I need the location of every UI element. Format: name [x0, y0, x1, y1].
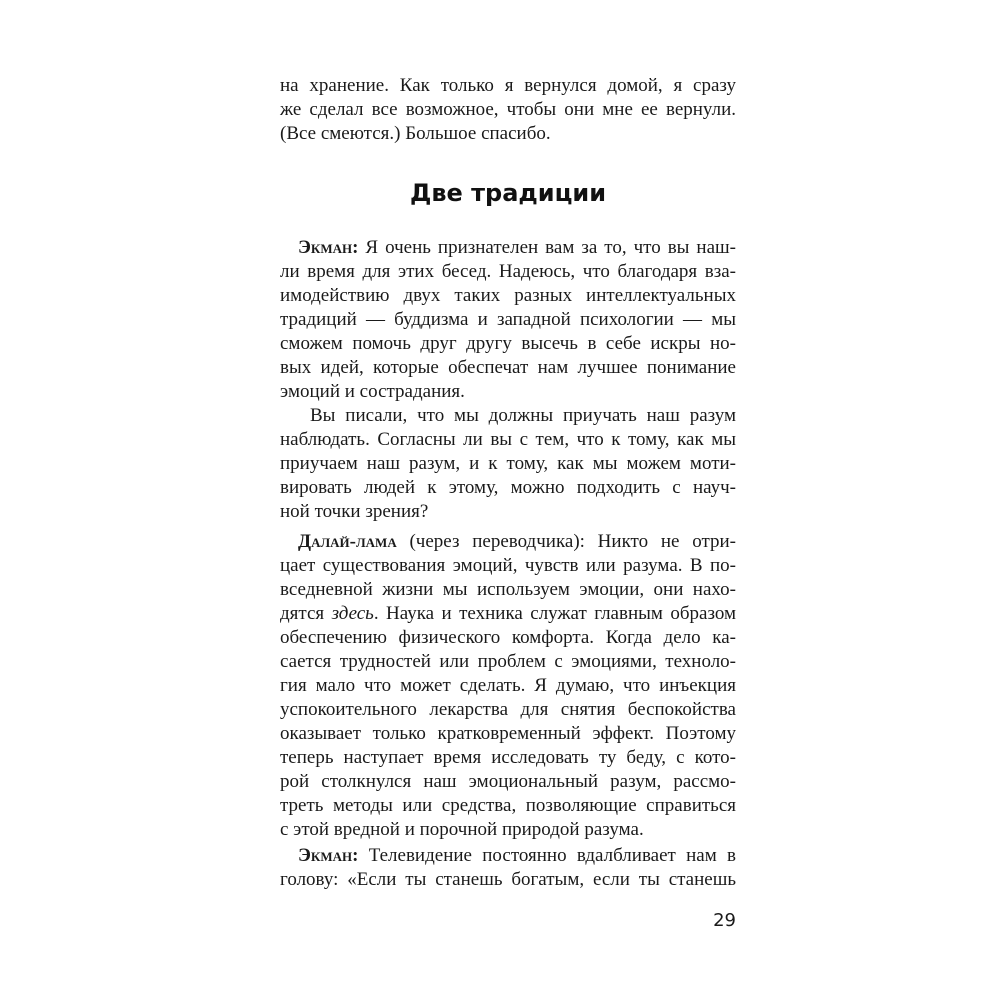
text-line: Вы писали, что мы должны приучать наш разум — [310, 405, 736, 426]
text-line — [280, 236, 736, 260]
text-line: ли время для этих бесед. Надеюсь, что благодаря вза- — [280, 261, 736, 282]
text-line: сается трудностей или проблем с эмоциями, техноло- — [280, 651, 736, 672]
line-text: Я очень признателен вам за то, что вы наш- — [365, 237, 736, 258]
text-line — [280, 602, 736, 626]
text-line: рой столкнулся наш эмоциональный разум, рассмо- — [280, 771, 736, 792]
text-line — [280, 844, 736, 868]
text-line: приучаем наш разум, и к тому, как мы можем моти- — [280, 453, 736, 474]
text-line: традиций — буддизма и западной психологии — мы — [280, 309, 736, 330]
text-line: треть методы или средства, позволяющие справиться — [280, 795, 736, 816]
text-line: цает существования эмоций, чувств или разума. В по- — [280, 555, 736, 576]
paragraph-ekman-1 — [280, 236, 736, 404]
intro-paragraph — [280, 74, 736, 146]
text-line: ной точки зрения? — [280, 501, 429, 522]
emphasis-word: здесь — [331, 603, 374, 624]
text-line: вседневной жизни мы используем эмоции, они нахо- — [280, 579, 736, 600]
line-text: . Наука и техника служат главным образом — [373, 603, 737, 624]
text-line: гия мало что может сделать. Я думаю, что инъекция — [280, 675, 736, 696]
speaker-name: Экман: — [298, 237, 359, 258]
paragraph-dalai-lama — [280, 530, 736, 842]
text-line: эмоций и сострадания. — [280, 381, 465, 402]
text-line: теперь наступает время исследовать ту беду, с кото- — [280, 747, 736, 768]
line-text: Телевидение постоянно вдалбливает нам в — [368, 845, 737, 866]
text-line: обеспечению физического комфорта. Когда дело ка- — [280, 627, 736, 648]
section-heading: Две традиции — [409, 179, 607, 207]
text-line: голову: «Если ты станешь богатым, если ты станешь — [280, 869, 736, 890]
paragraph-ekman-3 — [280, 844, 736, 892]
text-line: вировать людей к этому, можно подходить с науч- — [280, 477, 736, 498]
page-number: 29 — [713, 910, 736, 931]
text-line: с этой вредной и порочной природой разума. — [280, 819, 644, 840]
speaker-name: Экман: — [298, 845, 359, 866]
text-line: на хранение. Как только я вернулся домой, я сразу — [280, 75, 736, 96]
text-line: сможем помочь друг другу высечь в себе искры но- — [280, 333, 736, 354]
text-line: успокоительного лекарства для снятия беспокойства — [280, 699, 736, 720]
text-line: оказывает только кратковременный эффект. Поэтому — [280, 723, 736, 744]
line-text: (через переводчика): Никто не отри- — [409, 531, 737, 552]
text-line: вых идей, которые обеспечат нам лучшее понимание — [280, 357, 736, 378]
text-line: имодействию двух таких разных интеллектуальных — [280, 285, 736, 306]
line-text: дятся — [280, 603, 332, 624]
text-line: наблюдать. Согласны ли вы с тем, что к тому, как мы — [280, 429, 736, 450]
text-line: же сделал все возможное, чтобы они мне ее вернули. — [280, 99, 736, 120]
text-line — [280, 530, 736, 554]
paragraph-ekman-2 — [280, 404, 736, 524]
text-line: (Все смеются.) Большое спасибо. — [280, 123, 551, 144]
speaker-name: Далай-лама — [298, 531, 397, 552]
